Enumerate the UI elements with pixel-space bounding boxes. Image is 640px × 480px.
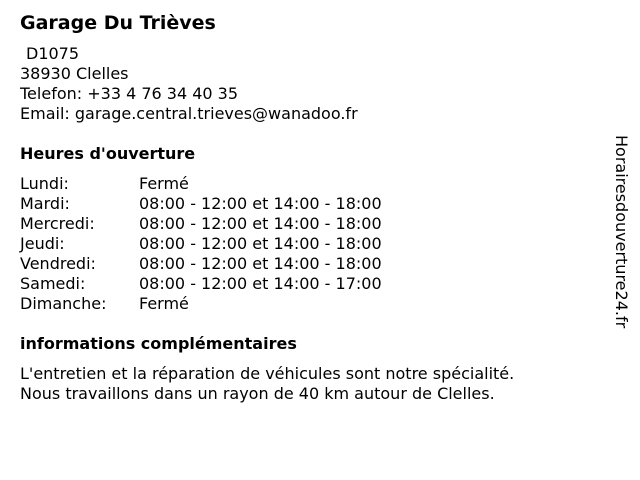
hours-time: 08:00 - 12:00 et 14:00 - 18:00 bbox=[139, 214, 382, 233]
business-name: Garage Du Trièves bbox=[20, 12, 216, 34]
hours-time: 08:00 - 12:00 et 14:00 - 18:00 bbox=[139, 194, 382, 213]
hours-time: 08:00 - 12:00 et 14:00 - 18:00 bbox=[139, 254, 382, 273]
hours-day: Vendredi: bbox=[20, 254, 96, 273]
hours-time: 08:00 - 12:00 et 14:00 - 18:00 bbox=[139, 234, 382, 253]
info-block bbox=[20, 364, 514, 404]
hours-time: Fermé bbox=[139, 174, 189, 193]
hours-row-sunday bbox=[20, 294, 382, 314]
info-heading: informations complémentaires bbox=[20, 334, 297, 353]
site-watermark: Horairesdouverture24.fr bbox=[612, 135, 631, 329]
phone-line: Telefon: +33 4 76 34 40 35 bbox=[20, 84, 239, 103]
hours-row-friday bbox=[20, 254, 382, 274]
hours-day: Jeudi: bbox=[20, 234, 65, 253]
hours-row-thursday bbox=[20, 234, 382, 254]
hours-row-wednesday bbox=[20, 214, 382, 234]
hours-heading: Heures d'ouverture bbox=[20, 144, 196, 163]
hours-day: Lundi: bbox=[20, 174, 69, 193]
email-line: Email: garage.central.trieves@wanadoo.fr bbox=[20, 104, 358, 123]
hours-row-monday bbox=[20, 174, 382, 194]
hours-day: Dimanche: bbox=[20, 294, 107, 313]
info-line: Nous travaillons dans un rayon de 40 km autour de Clelles. bbox=[20, 384, 495, 403]
address-block bbox=[20, 44, 358, 124]
hours-day: Mercredi: bbox=[20, 214, 95, 233]
info-line: L'entretien et la réparation de véhicules sont notre spécialité. bbox=[20, 364, 515, 383]
hours-time: 08:00 - 12:00 et 14:00 - 17:00 bbox=[139, 274, 382, 293]
hours-day: Mardi: bbox=[20, 194, 70, 213]
hours-row-tuesday bbox=[20, 194, 382, 214]
hours-time: Fermé bbox=[139, 294, 189, 313]
hours-table bbox=[20, 174, 382, 314]
hours-row-saturday bbox=[20, 274, 382, 294]
city-line: 38930 Clelles bbox=[20, 64, 129, 83]
hours-day: Samedi: bbox=[20, 274, 86, 293]
street-address: D1075 bbox=[26, 44, 80, 63]
